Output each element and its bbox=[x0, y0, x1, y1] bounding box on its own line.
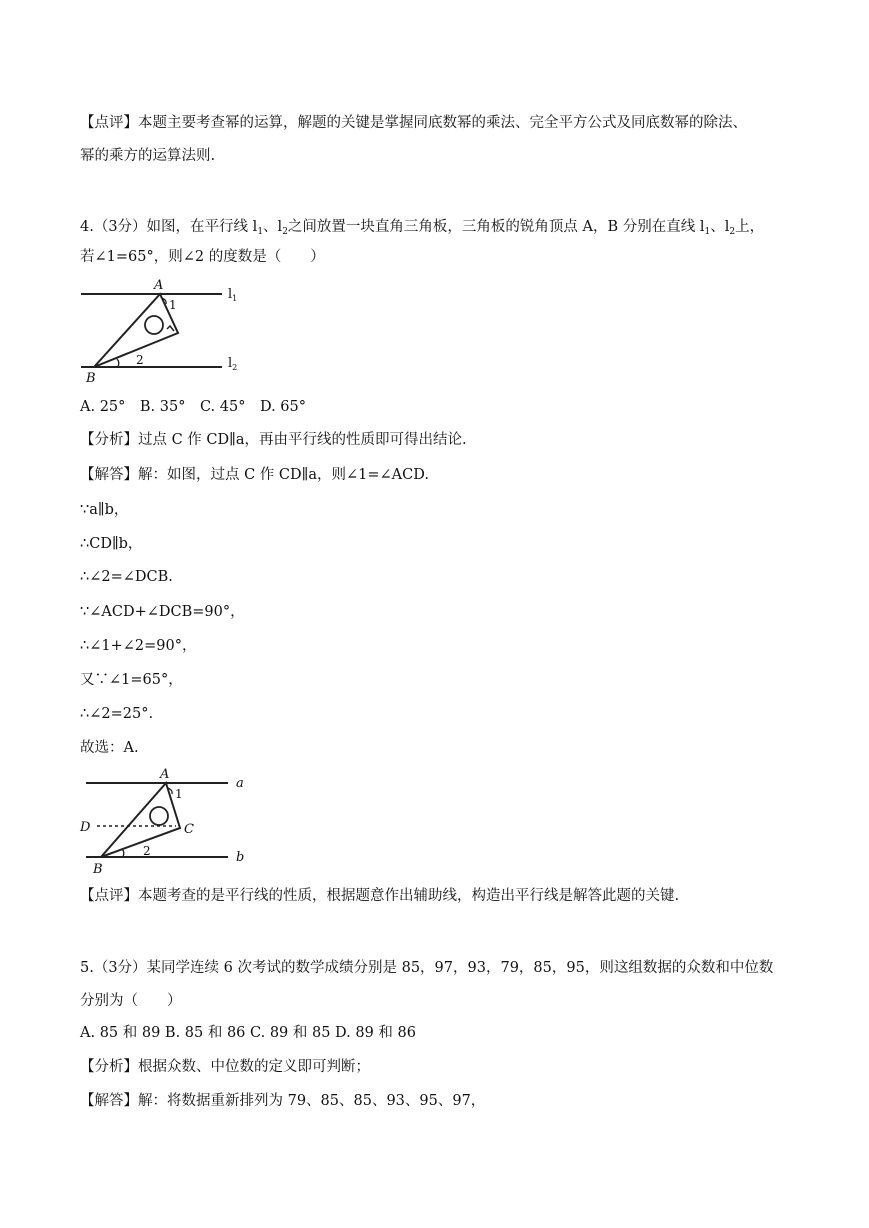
q4-stem-sub3: 1 bbox=[704, 227, 711, 237]
label-d-point: D bbox=[80, 820, 91, 835]
label-c-point: C bbox=[184, 822, 194, 837]
q4-analysis: 【分析】过点 C 作 CD∥a，再由平行线的性质即可得出结论. bbox=[80, 432, 467, 448]
triangle-hole bbox=[150, 807, 168, 825]
right-angle-mark bbox=[167, 326, 174, 331]
q4-step: 故选：A. bbox=[80, 740, 139, 756]
q5-stem-line1: 5.（3分）某同学连续 6 次考试的数学成绩分别是 85，97，93，79，85，95，则这组数据的众数和中位数 bbox=[80, 960, 774, 976]
q5-options: A. 85 和 89 B. 85 和 86 C. 89 和 85 D. 89 和 86 bbox=[80, 1025, 416, 1041]
label-angle-1: 1 bbox=[175, 787, 183, 801]
q4-stem-e: 上， bbox=[735, 219, 765, 235]
q4-options: A. 25° B. 35° C. 45° D. 65° bbox=[80, 399, 306, 415]
q4-stem-line2: 若∠1=65°，则∠2 的度数是（ ） bbox=[80, 249, 325, 265]
triangle-hole bbox=[145, 316, 163, 334]
review-q3-line1: 【点评】本题主要考查幂的运算，解题的关键是掌握同底数幂的乘法、完全平方公式及同底数幂的除法、 bbox=[80, 115, 747, 131]
review-q3-line2: 幂的乘方的运算法则. bbox=[80, 148, 216, 164]
q4-figure-2 bbox=[76, 763, 256, 878]
q4-step: 又∵∠1=65°， bbox=[80, 672, 183, 688]
label-a-point: A bbox=[160, 767, 170, 782]
angle-2-arc bbox=[117, 359, 119, 367]
q5-analysis: 【分析】根据众数、中位数的定义即可判断； bbox=[80, 1059, 370, 1075]
label-b: B bbox=[86, 371, 96, 386]
triangle-ruler bbox=[101, 783, 180, 857]
label-a: A bbox=[154, 278, 164, 293]
q5-stem-line2: 分别为（ ） bbox=[80, 993, 182, 1009]
q4-review: 【点评】本题考查的是平行线的性质，根据题意作出辅助线，构造出平行线是解答此题的关键. bbox=[80, 888, 680, 904]
label-l2: $l_2$ bbox=[228, 356, 238, 372]
q4-step: ∵∠ACD+∠DCB=90°， bbox=[80, 604, 245, 620]
q4-step: ∴CD∥b， bbox=[80, 536, 143, 552]
q4-answer-intro: 【解答】解：如图，过点 C 作 CD∥a，则∠1=∠ACD. bbox=[80, 467, 429, 483]
q4-stem-sub4: 2 bbox=[729, 227, 736, 237]
label-angle-2: 2 bbox=[143, 844, 151, 858]
q4-step: ∵a∥b， bbox=[80, 502, 129, 518]
q4-stem-d: 、l bbox=[710, 219, 730, 235]
q4-stem-sub2: 2 bbox=[282, 227, 288, 237]
q4-step: ∴∠2=∠DCB. bbox=[80, 569, 173, 585]
label-angle-1: 1 bbox=[169, 298, 177, 312]
q5-answer: 【解答】解：将数据重新排列为 79、85、85、93、95、97， bbox=[80, 1093, 486, 1109]
q4-figure-1 bbox=[76, 274, 246, 386]
q4-step: ∴∠2=25°. bbox=[80, 706, 154, 722]
q4-stem-c: 之间放置一块直角三角板，三角板的锐角顶点 A，B 分别在直线 l bbox=[287, 219, 705, 235]
q4-stem-a: 4.（3分）如图，在平行线 l bbox=[80, 219, 258, 235]
angle-2-arc bbox=[122, 849, 124, 857]
q4-stem-sub1: 1 bbox=[257, 227, 264, 237]
label-l1: $l_1$ bbox=[228, 287, 238, 303]
label-b-point: B bbox=[93, 862, 103, 877]
q4-step: ∴∠1+∠2=90°， bbox=[80, 638, 197, 654]
q4-stem-line1 bbox=[80, 217, 764, 242]
label-line-b: b bbox=[236, 850, 245, 865]
label-line-a: a bbox=[236, 776, 244, 791]
label-angle-2: 2 bbox=[136, 353, 144, 367]
q4-stem-b: 、l bbox=[263, 219, 283, 235]
